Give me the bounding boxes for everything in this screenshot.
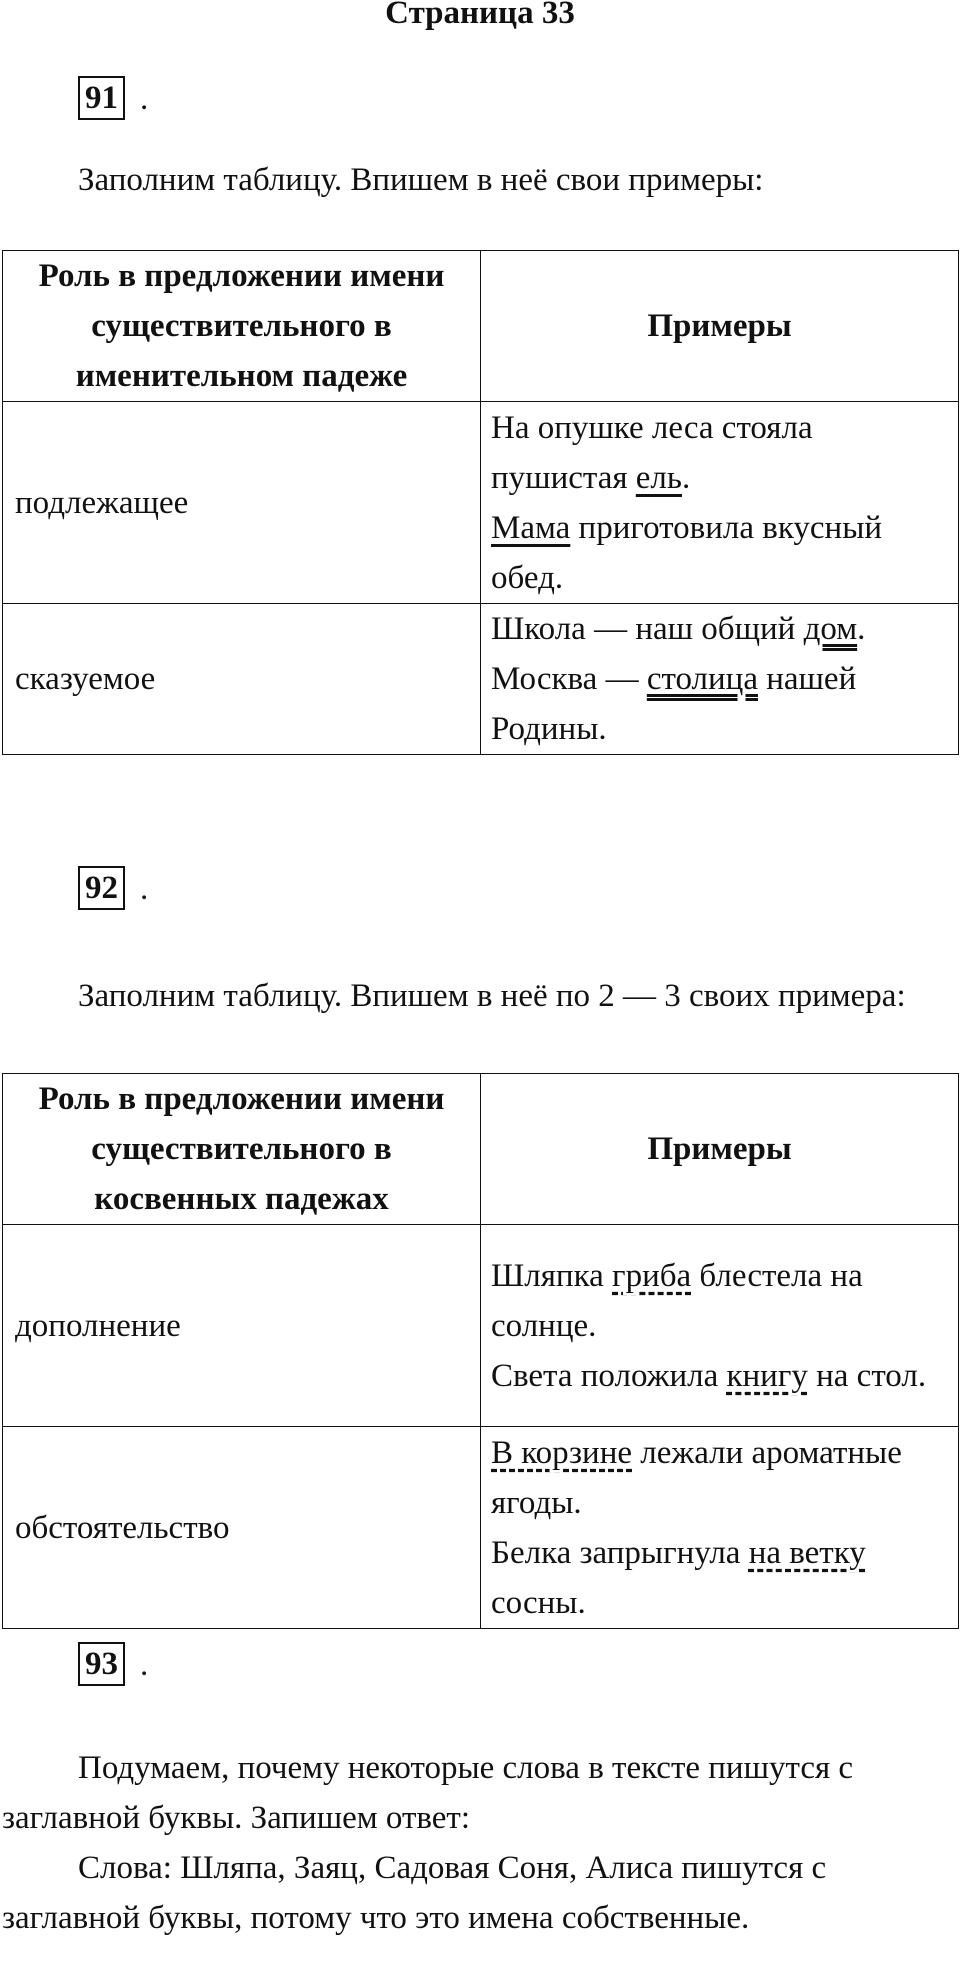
table-row (3, 604, 959, 755)
table-91 (2, 250, 959, 755)
exercise-93-number: 93 (78, 1642, 125, 1686)
exercise-91-number: 91 (78, 76, 125, 120)
example-text: лежали ароматные ягоды. (491, 1434, 902, 1521)
example-text: Шляпка (491, 1257, 613, 1294)
example-text: нашей Родины. (491, 661, 857, 747)
adverbial-word: В корзине (491, 1434, 633, 1471)
example-text: Школа — наш общий (491, 611, 804, 647)
subject-word: Мама (491, 509, 571, 546)
table-header-row (3, 1074, 959, 1225)
header-examples: Примеры (481, 251, 959, 402)
examples-cell (481, 402, 959, 604)
object-word: книгу (726, 1357, 808, 1394)
example-text: . (681, 459, 691, 496)
exercise-92-number: 92 (78, 866, 125, 910)
page-title: Страница 33 (385, 0, 575, 31)
role-cell: обстоятельство (3, 1427, 481, 1629)
examples-cell (481, 604, 959, 755)
example-text: Света положила (491, 1357, 727, 1394)
example-text: блестела на солнце. (491, 1257, 863, 1344)
exercise-93-dot: . (140, 1647, 149, 1683)
header-role: Роль в предложении имени существительного в косвенных падежах (3, 1074, 481, 1225)
example-text: сосны. (491, 1584, 586, 1621)
table-92 (2, 1073, 959, 1629)
exercise-92-dot: . (140, 871, 149, 907)
example-text: Белка запрыгнула (491, 1534, 749, 1571)
subject-word: ель (635, 459, 682, 496)
adverbial-word: на ветку (748, 1534, 866, 1571)
table-header-row (3, 251, 959, 402)
role-cell: дополнение (3, 1225, 481, 1427)
exercise-91-intro: Заполним таблицу. Впишем в неё свои примеры: (78, 162, 764, 198)
examples-cell (481, 1225, 959, 1427)
examples-cell (481, 1427, 959, 1629)
object-word: гриба (612, 1257, 692, 1294)
role-cell: подлежащее (3, 402, 481, 604)
table-row (3, 402, 959, 604)
header-role: Роль в предложении имени существительного в именительном падеже (3, 251, 481, 402)
exercise-91-dot: . (140, 81, 149, 117)
exercise-92-intro: Заполним таблицу. Впишем в неё по 2 — 3 своих примера: (78, 978, 906, 1014)
table-row (3, 1427, 959, 1629)
example-text: . (857, 611, 866, 647)
example-text: на стол. (807, 1357, 927, 1394)
exercise-93-paragraph-2: Слова: Шляпа, Заяц, Садовая Соня, Алиса пишутся с заглавной буквы, потому что это имена собственные. (2, 1850, 827, 1936)
role-cell: сказуемое (3, 604, 481, 755)
exercise-93-paragraph-1: Подумаем, почему некоторые слова в тексте пишутся с заглавной буквы. Запишем ответ: (2, 1750, 854, 1836)
predicate-word: столица (646, 661, 758, 697)
example-text: приготовила вкусный обед. (491, 509, 883, 596)
example-text: Москва — (491, 661, 647, 697)
header-examples: Примеры (481, 1074, 959, 1225)
table-row (3, 1225, 959, 1427)
example-text: На опушке леса стояла пушистая (491, 409, 813, 496)
predicate-word: дом (803, 611, 858, 647)
